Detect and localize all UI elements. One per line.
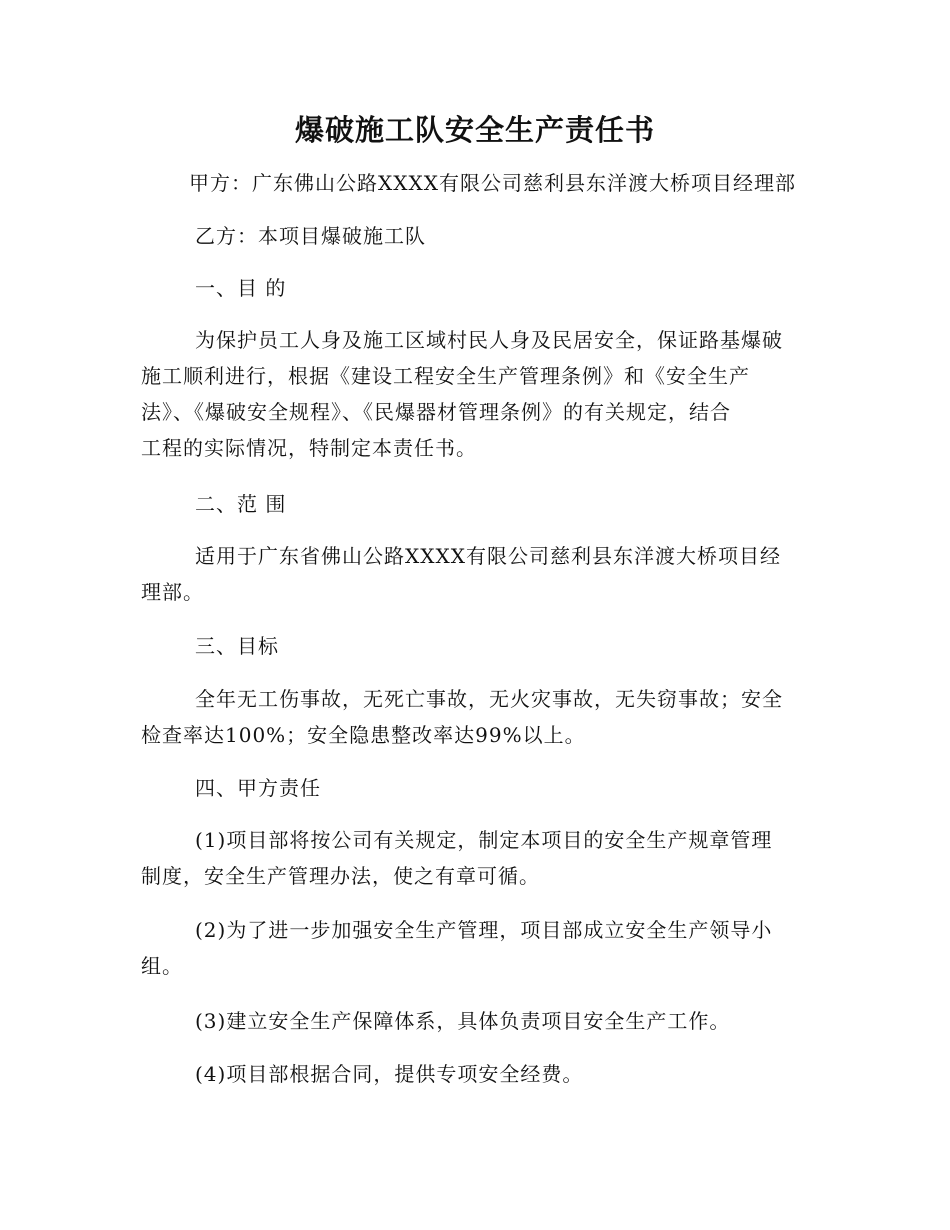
section4-item-4 (141, 1056, 806, 1092)
document-title: 爆破施工队安全生产责任书 (294, 113, 655, 147)
section1-paragraph (141, 322, 806, 466)
section4-heading (141, 770, 806, 806)
section3-heading (141, 628, 806, 664)
section4-item-3 (141, 1003, 806, 1039)
section2-heading-text: 二、范 围 (195, 492, 287, 516)
party-b (141, 218, 806, 254)
section4-heading-text: 四、甲方责任 (195, 776, 321, 800)
section4-item-1-line-2: 制度，安全生产管理办法，使之有章可循。 (141, 864, 540, 888)
section4-item-2-line-1: (2)为了进一步加强安全生产管理，项目部成立安全生产领导小 (195, 918, 773, 942)
party-b-text: 乙方：本项目爆破施工队 (195, 224, 426, 248)
section4-item-2 (141, 912, 806, 984)
section2-line-2: 理部。 (141, 580, 204, 604)
section4-item-2-line-2: 组。 (141, 954, 183, 978)
section4-item-4-line-1: (4)项目部根据合同，提供专项安全经费。 (195, 1062, 584, 1086)
section3-line-1: 全年无工伤事故，无死亡事故，无火灾事故，无失窃事故；安全 (195, 687, 783, 711)
section3-line-2: 检查率达100%；安全隐患整改率达99%以上。 (141, 723, 586, 747)
section3-paragraph (141, 681, 806, 753)
section2-paragraph (141, 538, 806, 610)
section1-line-3: 法》、《爆破安全规程》、《民爆器材管理条例》的有关规定，结合 (141, 400, 731, 424)
section4-item-3-line-1: (3)建立安全生产保障体系，具体负责项目安全生产工作。 (195, 1009, 731, 1033)
section1-heading (141, 270, 806, 306)
section1-line-4: 工程的实际情况，特制定本责任书。 (141, 436, 477, 460)
section1-line-1: 为保护员工人身及施工区域村民人身及民居安全，保证路基爆破 (195, 328, 783, 352)
section3-heading-text: 三、目标 (195, 634, 279, 658)
section1-heading-text: 一、目 的 (195, 276, 287, 300)
section4-item-1 (141, 822, 806, 894)
section4-item-1-line-1: (1)项目部将按公司有关规定，制定本项目的安全生产规章管理 (195, 828, 773, 852)
section2-heading (141, 486, 806, 522)
party-a-text: 甲方：广东佛山公路XXXX有限公司慈利县东洋渡大桥项目经理部 (189, 171, 796, 195)
section2-line-1: 适用于广东省佛山公路XXXX有限公司慈利县东洋渡大桥项目经 (195, 544, 781, 568)
section1-line-2: 施工顺利进行，根据《建设工程安全生产管理条例》和《安全生产 (141, 364, 750, 388)
party-a (141, 165, 821, 201)
